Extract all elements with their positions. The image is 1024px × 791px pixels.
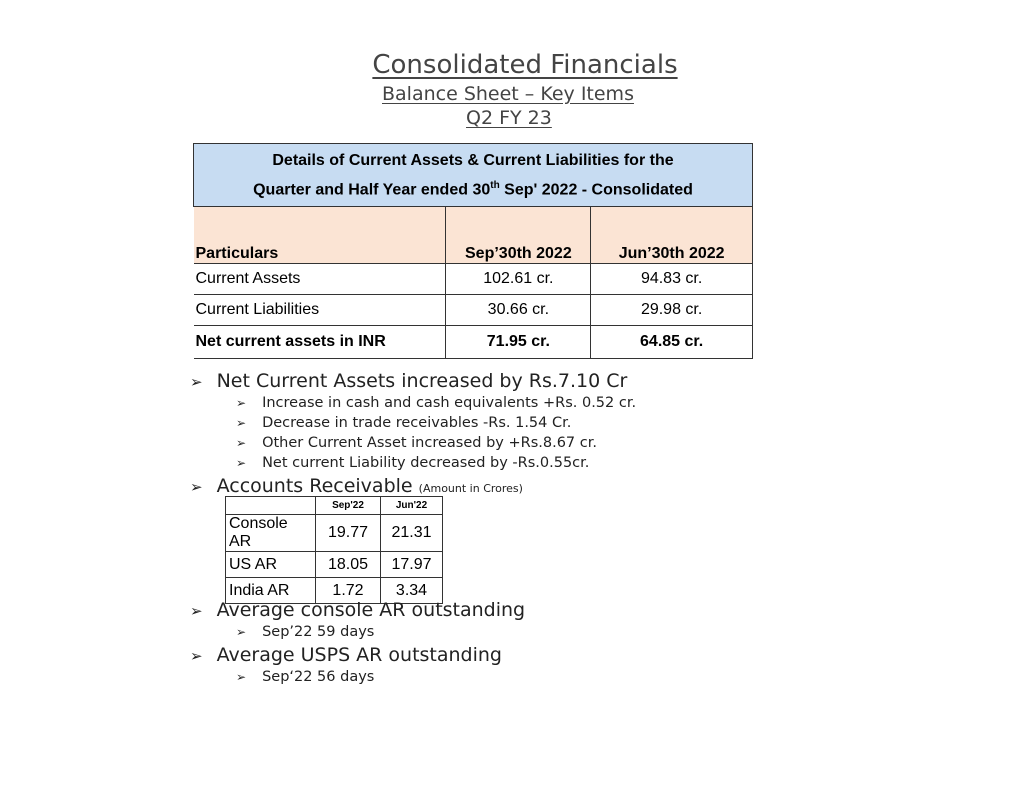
bullet-accounts-receivable (190, 475, 523, 497)
table-row (194, 264, 753, 295)
sub-bullet (236, 624, 374, 640)
col-header-particulars: Particulars (194, 207, 446, 264)
arrowhead-bullet-icon: ➢ (190, 478, 203, 496)
table-title-sup: th (490, 179, 500, 191)
row-value-jun: 64.85 cr. (591, 326, 753, 359)
ar-value-sep: 19.77 (316, 515, 381, 552)
ar-row-label: India AR (226, 578, 316, 604)
arrowhead-bullet-icon: ➢ (236, 456, 247, 470)
ar-col-header-jun: Jun'22 (381, 497, 443, 515)
ar-value-jun: 3.34 (381, 578, 443, 604)
row-value-sep: 71.95 cr. (446, 326, 591, 359)
sub-bullet-text: Increase in cash and cash equivalents +Rs. 0.52 cr. (262, 395, 637, 411)
page-title: Consolidated Financials (372, 50, 678, 80)
sub-bullet-text: Sep’22 59 days (262, 624, 375, 640)
current-assets-table (193, 143, 753, 359)
row-value-jun: 94.83 cr. (591, 264, 753, 295)
ar-header-row (226, 497, 443, 515)
arrowhead-bullet-icon: ➢ (190, 373, 203, 391)
bullet-net-current-assets (190, 370, 627, 392)
sub-bullet-text: Net current Liability decreased by -Rs.0.55cr. (262, 455, 590, 471)
bullet-console-ar (190, 599, 525, 621)
col-header-jun: Jun’30th 2022 (591, 207, 753, 264)
row-value-sep: 102.61 cr. (446, 264, 591, 295)
arrowhead-bullet-icon: ➢ (190, 602, 203, 620)
table-title-line2: Quarter and Half Year ended 30 (253, 181, 491, 199)
sub-bullet-text: Decrease in trade receivables -Rs. 1.54 Cr. (262, 415, 572, 431)
ar-value-jun: 17.97 (381, 552, 443, 578)
table-title-line1: Details of Current Assets & Current Liabilities for the (272, 151, 674, 169)
arrowhead-bullet-icon: ➢ (236, 416, 247, 430)
bullet-text: Net Current Assets increased by Rs.7.10 Cr (216, 370, 628, 392)
col-header-sep: Sep’30th 2022 (446, 207, 591, 264)
sub-bullet (236, 435, 597, 451)
ar-value-sep: 1.72 (316, 578, 381, 604)
row-label: Current Assets (194, 264, 446, 295)
table-title-line2-end: Sep' 2022 - Consolidated (499, 181, 693, 199)
ar-value-sep: 18.05 (316, 552, 381, 578)
bullet-text: Average console AR outstanding (216, 599, 526, 621)
table-header-row (194, 207, 753, 264)
table-row (194, 295, 753, 326)
ar-col-header (226, 497, 316, 515)
table-row (226, 552, 443, 578)
row-value-sep: 30.66 cr. (446, 295, 591, 326)
ar-row-label: US AR (226, 552, 316, 578)
ar-row-label: Console AR (226, 515, 316, 552)
table-row (226, 515, 443, 552)
bullet-text: Accounts Receivable (216, 475, 413, 497)
row-label: Current Liabilities (194, 295, 446, 326)
row-label: Net current assets in INR (194, 326, 446, 359)
arrowhead-bullet-icon: ➢ (236, 436, 247, 450)
arrowhead-bullet-icon: ➢ (236, 396, 247, 410)
page-subtitle: Balance Sheet – Key Items (382, 83, 634, 105)
amount-note: (Amount in Crores) (418, 482, 523, 495)
table-row-total (194, 326, 753, 359)
ar-value-jun: 21.31 (381, 515, 443, 552)
ar-col-header-sep: Sep'22 (316, 497, 381, 515)
sub-bullet (236, 395, 636, 411)
sub-bullet (236, 455, 589, 471)
sub-bullet (236, 669, 374, 685)
arrowhead-bullet-icon: ➢ (190, 647, 203, 665)
arrowhead-bullet-icon: ➢ (236, 625, 247, 639)
sub-bullet-text: Sep‘22 56 days (262, 669, 375, 685)
sub-bullet (236, 415, 571, 431)
row-value-jun: 29.98 cr. (591, 295, 753, 326)
bullet-usps-ar (190, 644, 502, 666)
table-title (194, 144, 753, 207)
arrowhead-bullet-icon: ➢ (236, 670, 247, 684)
page-period: Q2 FY 23 (466, 107, 552, 129)
bullet-text: Average USPS AR outstanding (216, 644, 502, 666)
sub-bullet-text: Other Current Asset increased by +Rs.8.67 cr. (262, 435, 597, 451)
accounts-receivable-table (225, 496, 443, 604)
